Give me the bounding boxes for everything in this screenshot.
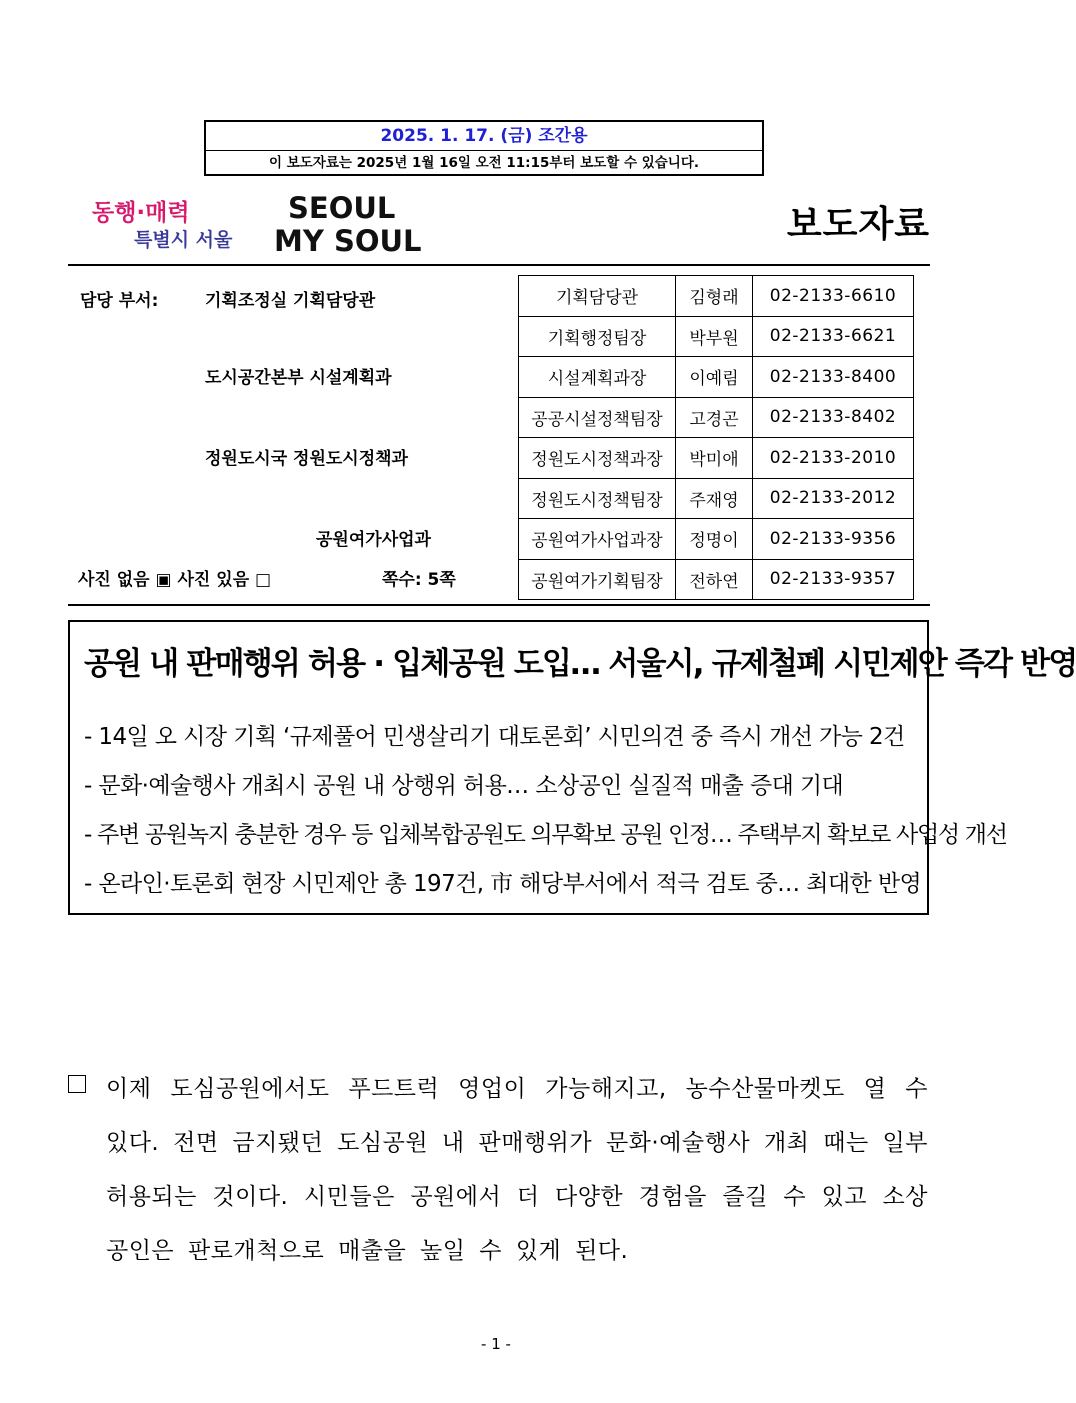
contact-row [519,438,914,479]
contact-name: 박부원 [676,316,753,357]
release-date: 2025. 1. 17. (금) 조간용 [206,122,762,151]
contact-name: 김형래 [676,276,753,317]
page-count: 쪽수: 5쪽 [382,570,456,590]
contact-row [519,519,914,560]
contact-phone: 02-2133-8400 [753,357,914,398]
contact-phone: 02-2133-6610 [753,276,914,317]
seoul-wordmark: SEOUL [288,191,396,225]
photo-info: 사진 없음 ▣ 사진 있음 □ [78,570,272,590]
contact-title: 공원여가기획팀장 [519,559,676,600]
page-number: - 1 - [481,1335,511,1353]
department-1: 기획조정실 기획담당관 [205,291,376,311]
department-3: 정원도시국 정원도시정책과 [205,449,408,469]
embargo-note: 이 보도자료는 2025년 1월 16일 오전 11:15부터 보도할 수 있습니다. [268,155,699,171]
seoul-slogan-logo [88,190,233,252]
contact-table [518,275,914,600]
contact-name: 이예림 [676,357,753,398]
slogan-line1: 동행·매력 [92,200,190,226]
contact-row [519,559,914,600]
contact-title: 기획담당관 [519,276,676,317]
contact-phone: 02-2133-2012 [753,478,914,519]
department-label: 담당 부서: [80,291,159,311]
contact-row [519,397,914,438]
contact-name: 박미애 [676,438,753,479]
contact-row [519,357,914,398]
contact-title: 시설계획과장 [519,357,676,398]
bottom-divider [68,604,930,606]
contact-title: 공원여가사업과장 [519,519,676,560]
subhead-2: - 문화·예술행사 개최시 공원 내 상행위 허용… 소상공인 실질적 매출 증대 기대 [84,773,844,799]
headline-box [68,620,1076,915]
department-4: 공원여가사업과 [316,530,431,550]
body-paragraph [68,1062,928,1278]
contact-phone: 02-2133-8402 [753,397,914,438]
contact-name: 정명이 [676,519,753,560]
department-2: 도시공간본부 시설계획과 [205,368,392,388]
slogan-line2: 특별시 서울 [134,229,233,251]
contact-phone: 02-2133-9357 [753,559,914,600]
contact-title: 기획행정팀장 [519,316,676,357]
top-divider [68,264,930,266]
subhead-4: - 온라인·토론회 현장 시민제안 총 197건, 市 해당부서에서 적극 검토 중… 최대한 반영 [84,871,922,897]
contact-name: 전하연 [676,559,753,600]
contact-phone: 02-2133-2010 [753,438,914,479]
paragraph-text: 이제 도심공원에서도 푸드트럭 영업이 가능해지고, 농수산물마켓도 열 수 있다. 전면 금지됐던 도심공원 내 판매행위가 문화·예술행사 개최 때는 일부 허용되는 것이다. 시민들은 공원에서 더 다양한 경험을 즐길 수 있고 소상공인은 판로개척으로 매출을 높일 수 있게 된다. [106,1076,928,1264]
bullet-box [68,1075,86,1093]
headline: 공원 내 판매행위 허용 · 입체공원 도입… 서울시, 규제철폐 시민제안 즉각 반영 [84,646,1076,682]
embargo-box [204,120,764,176]
subhead-3: - 주변 공원녹지 충분한 경우 등 입체복합공원도 의무확보 공원 인정… 주택부지 확보로 사업성 개선 [84,822,1007,848]
contact-title: 공공시설정책팀장 [519,397,676,438]
contact-name: 주재영 [676,478,753,519]
subhead-1: - 14일 오 시장 기획 ‘규제풀어 민생살리기 대토론회’ 시민의견 중 즉시 개선 가능 2건 [84,724,905,750]
contact-name: 고경곤 [676,397,753,438]
seoul-my-soul-logo [272,188,422,258]
contact-row [519,276,914,317]
press-release-title: 보도자료 [786,204,930,245]
contact-phone: 02-2133-9356 [753,519,914,560]
my-soul-wordmark: MY SOUL [274,224,422,258]
contact-row [519,316,914,357]
contact-row [519,478,914,519]
contact-title: 정원도시정책과장 [519,438,676,479]
contact-title: 정원도시정책팀장 [519,478,676,519]
contact-phone: 02-2133-6621 [753,316,914,357]
